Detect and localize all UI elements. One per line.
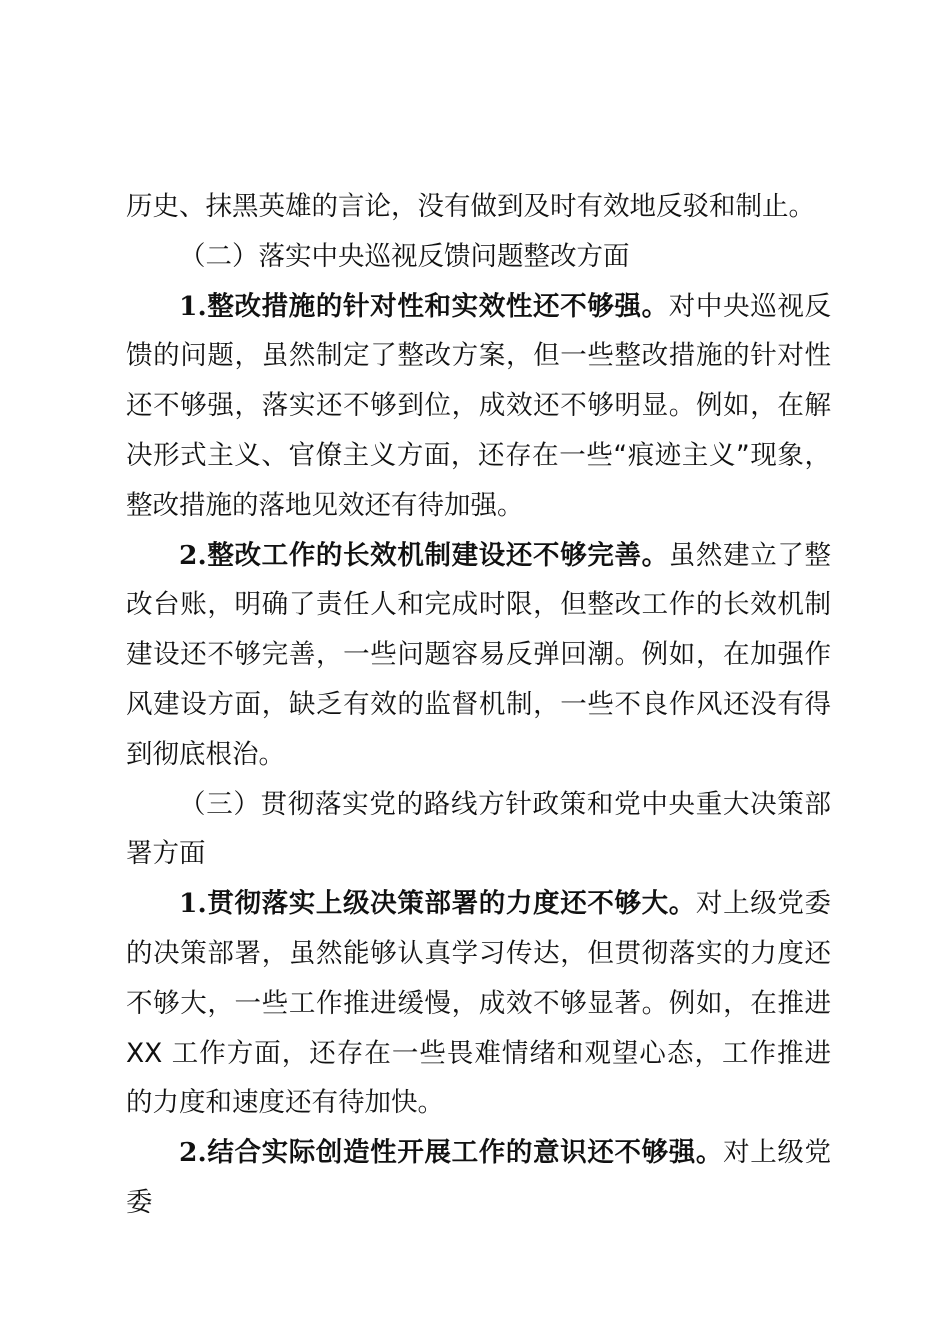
item-lead <box>179 888 696 919</box>
item-body-text: 对中央巡视反馈的问题，虽然制定了整改方案，但一些整改措施的针对性还不够强，落实还不够到位，成效还不够明显。例如，在解决形式主义、官僚主义方面，还存在一些“痕迹主义”现象，整改措施的落地见效还有待加强。 <box>126 290 832 521</box>
item-lead-text: 结合实际创造性开展工作的意识还不够强。 <box>206 1137 724 1169</box>
item-number: 2. <box>179 539 207 571</box>
heading-text: （二）落实中央巡视反馈问题整改方面 <box>179 240 630 272</box>
item-number: 2. <box>179 1137 207 1169</box>
item-number: 1. <box>179 888 207 920</box>
item-body-text: 虽然建立了整改台账，明确了责任人和完成时限，但整改工作的长效机制建设还不够完善，一些问题容易反弹回潮。例如，在加强作风建设方面，缺乏有效的监督机制，一些不良作风还没有得到彻底根治。 <box>126 539 832 770</box>
item-lead-text: 整改措施的针对性和实效性还不够强。 <box>206 290 669 322</box>
item-number: 1. <box>179 290 207 322</box>
section-heading <box>126 232 831 282</box>
body-paragraph <box>126 182 831 232</box>
section-heading <box>126 780 831 880</box>
numbered-item-paragraph <box>126 1128 831 1228</box>
numbered-item-paragraph <box>126 282 831 531</box>
item-lead-text: 整改工作的长效机制建设还不够完善。 <box>206 539 669 571</box>
document-page <box>126 182 831 1228</box>
item-lead <box>179 540 669 571</box>
numbered-item-paragraph <box>126 879 831 1128</box>
paragraph-text: 历史、抹黑英雄的言论，没有做到及时有效地反驳和制止。 <box>126 191 815 222</box>
heading-text: （三）贯彻落实党的路线方针政策和党中央重大决策部署方面 <box>126 788 831 870</box>
item-lead-text: 贯彻落实上级决策部署的力度还不够大。 <box>206 888 696 920</box>
item-body-text: 对上级党委 <box>126 1137 832 1218</box>
numbered-item-paragraph <box>126 531 831 780</box>
item-body-text: 对上级党委的决策部署，虽然能够认真学习传达，但贯彻落实的力度还不够大，一些工作推进缓慢，成效不够显著。例如，在推进 XX 工作方面，还存在一些畏难情绪和观望心态，工作推进的力度和速度还有待加快。 <box>126 888 832 1119</box>
item-lead <box>179 1137 723 1168</box>
item-lead <box>179 291 669 322</box>
